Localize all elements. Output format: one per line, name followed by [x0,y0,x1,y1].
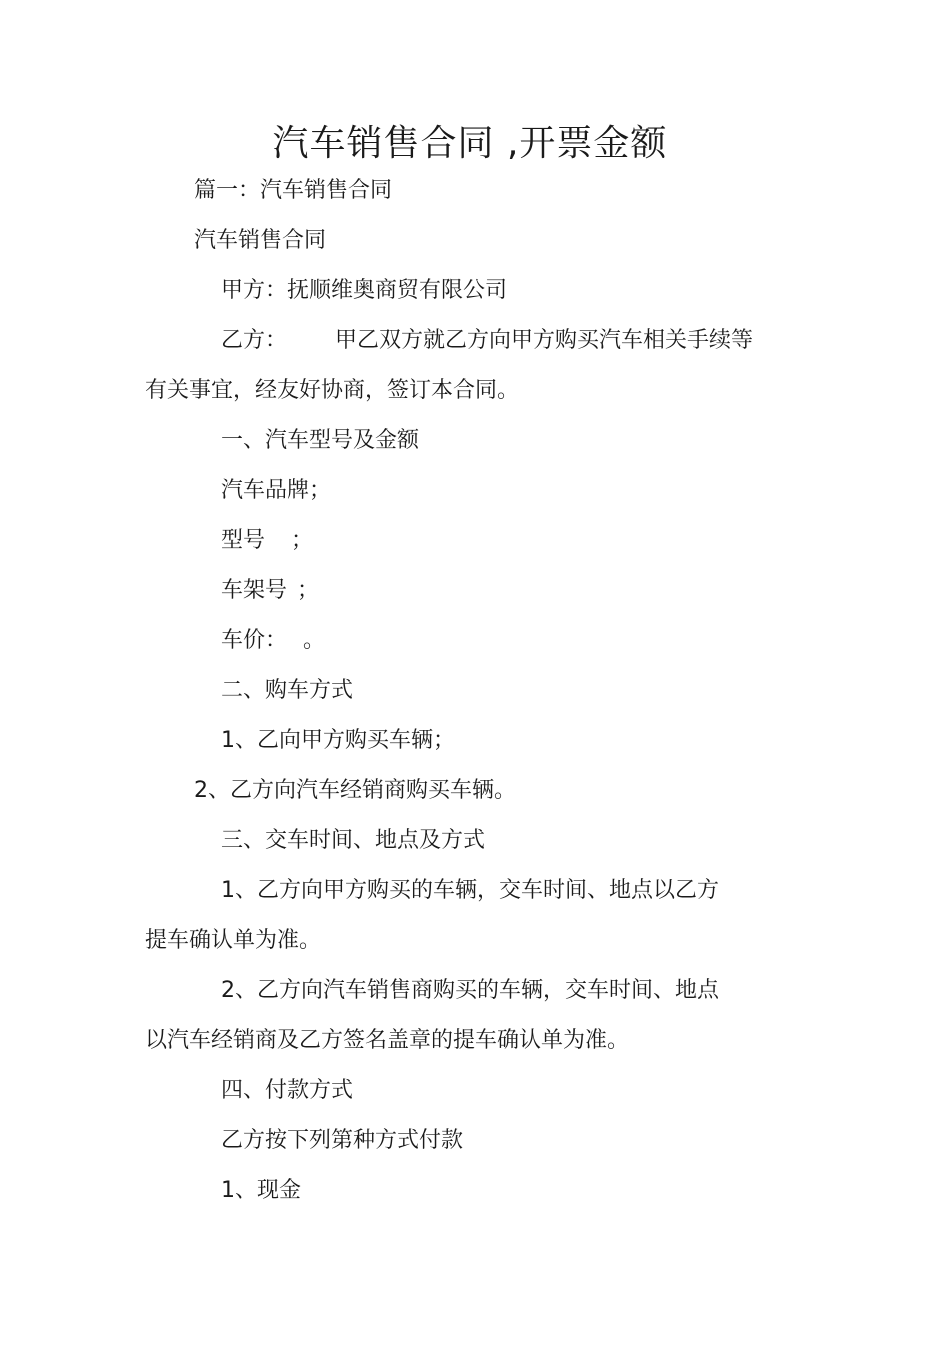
price-end: 。 [303,628,326,653]
delivery-item-1-continued: 提车确认单为准。 [145,928,322,953]
car-brand: 汽车品牌； [221,478,332,503]
party-a: 甲方：抚顺维奥商贸有限公司 [221,278,508,303]
model-line [221,526,313,556]
payment-option-1: 1、现金 [221,1178,301,1203]
clause-4-heading: 四、付款方式 [221,1078,354,1103]
contract-name: 汽车销售合同 [194,228,327,253]
agreement-text: 甲乙双方就乙方向甲方购买汽车相关手续等 [335,328,754,353]
model-label: 型号 [221,528,266,553]
vin-label: 车架号 [221,578,288,603]
delivery-item-1: 1、乙方向甲方购买的车辆，交车时间、地点以乙方 [221,878,719,903]
model-end: ； [291,528,314,553]
section-heading: 篇一：汽车销售合同 [194,178,393,203]
party-b-line [221,326,753,356]
clause-2-heading: 二、购车方式 [221,678,354,703]
price-line [221,626,325,656]
party-b-label: 乙方： [221,328,288,353]
clause-1-heading: 一、汽车型号及金额 [221,428,420,453]
document-title: 汽车销售合同 ,开票金额 [272,123,668,164]
payment-instruction: 乙方按下列第种方式付款 [221,1128,464,1153]
price-label: 车价： [221,628,288,653]
purchase-option-1: 1、乙向甲方购买车辆； [221,728,455,753]
vin-line [221,576,319,606]
vin-end: ； [297,578,320,603]
delivery-item-2-continued: 以汽车经销商及乙方签名盖章的提车确认单为准。 [145,1028,630,1053]
agreement-text-continued: 有关事宜，经友好协商，签订本合同。 [145,378,520,403]
delivery-item-2: 2、乙方向汽车销售商购买的车辆，交车时间、地点 [221,978,719,1003]
clause-3-heading: 三、交车时间、地点及方式 [221,828,486,853]
purchase-option-2: 2、乙方向汽车经销商购买车辆。 [194,778,516,803]
